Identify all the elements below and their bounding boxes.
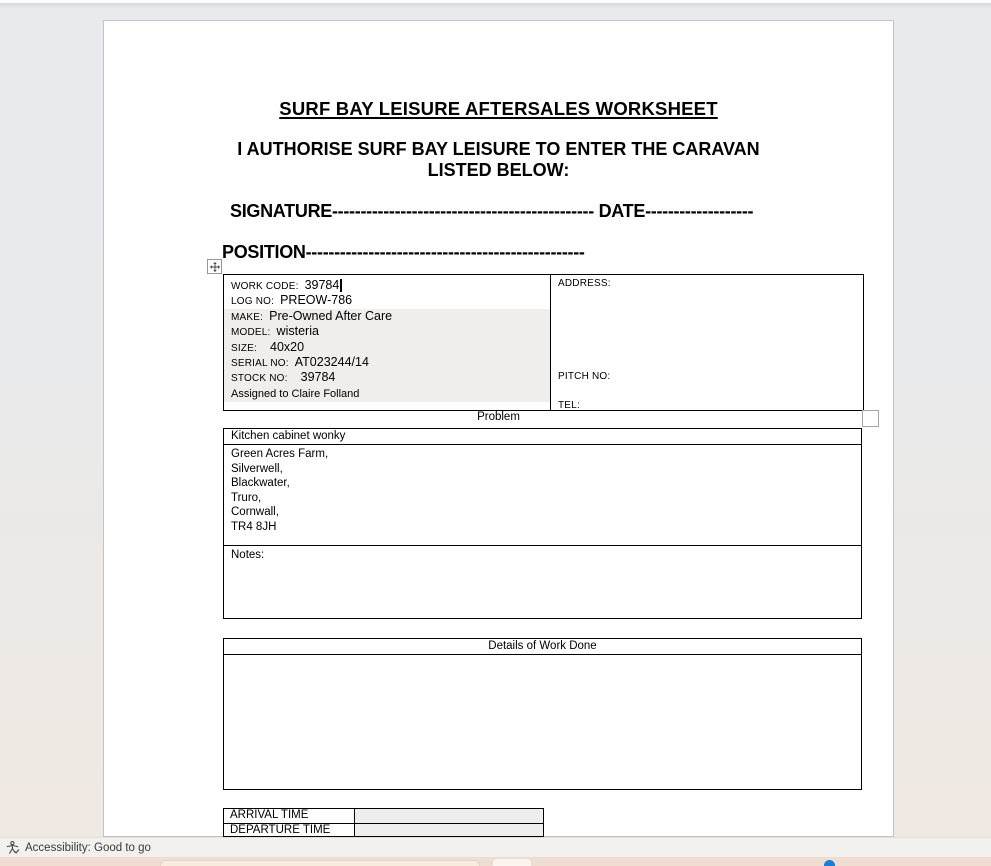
accessibility-checker-icon bbox=[6, 841, 20, 855]
field-make: MAKE: Pre-Owned After Care bbox=[231, 308, 393, 323]
problem-heading: Problem bbox=[477, 411, 520, 423]
field-work-code: WORK CODE: 39784 bbox=[224, 278, 550, 293]
pitch-no-label: PITCH NO: bbox=[558, 371, 611, 382]
arrival-time-cell[interactable] bbox=[355, 809, 543, 823]
address-line: Green Acres Farm, bbox=[231, 448, 329, 460]
customer-address-cell[interactable] bbox=[224, 445, 861, 546]
address-line: Silverwell, bbox=[231, 462, 283, 475]
times-table bbox=[223, 808, 544, 837]
field-serial-no: SERIAL NO: AT023244/14 bbox=[231, 354, 369, 369]
position-line: POSITION------------------------------------------------- bbox=[222, 242, 585, 262]
address-label: ADDRESS: bbox=[558, 278, 611, 289]
work-done-entry-cell[interactable] bbox=[224, 655, 861, 788]
caravan-details-table bbox=[223, 274, 864, 411]
field-size: SIZE: 40x20 bbox=[231, 339, 305, 354]
accessibility-status-text[interactable]: Accessibility: Good to go bbox=[25, 841, 151, 854]
address-line: Truro, bbox=[231, 491, 262, 504]
arrival-time-label: ARRIVAL TIME bbox=[224, 809, 355, 823]
assigned-note: Assigned to Claire Folland bbox=[231, 387, 360, 400]
problem-table bbox=[223, 428, 862, 619]
table-row bbox=[224, 809, 543, 823]
problem-description-cell[interactable]: Kitchen cabinet wonky bbox=[224, 429, 861, 445]
document-page[interactable] bbox=[103, 20, 894, 837]
signature-date-line: SIGNATURE---------------------------------------------- DATE------------------- bbox=[230, 201, 754, 221]
caravan-details-cell[interactable] bbox=[224, 275, 551, 410]
departure-time-cell[interactable] bbox=[355, 824, 543, 837]
notes-cell[interactable]: Notes: bbox=[231, 549, 265, 561]
authorisation-line-2: LISTED BELOW: bbox=[427, 160, 570, 180]
table-move-handle[interactable] bbox=[207, 259, 222, 274]
field-log-no: LOG NO: PREOW-786 bbox=[231, 293, 353, 308]
windows-taskbar bbox=[0, 857, 991, 866]
field-model: MODEL: wisteria bbox=[231, 324, 319, 339]
taskbar-app-icon[interactable] bbox=[824, 860, 835, 866]
ribbon-shadow bbox=[0, 3, 991, 9]
shaded-field-block bbox=[224, 309, 550, 402]
authorisation-text bbox=[104, 139, 893, 181]
move-icon bbox=[210, 262, 220, 272]
table-row bbox=[224, 823, 543, 837]
address-cell[interactable] bbox=[551, 275, 863, 410]
taskbar-widget[interactable] bbox=[493, 859, 531, 866]
worksheet-title: SURF BAY LEISURE AFTERSALES WORKSHEET bbox=[279, 98, 718, 119]
field-stock-no: STOCK NO: 39784 bbox=[231, 370, 336, 385]
authorisation-line-1: I AUTHORISE SURF BAY LEISURE TO ENTER THE CARAVAN bbox=[237, 139, 760, 159]
text-cursor bbox=[340, 279, 342, 292]
work-done-heading: Details of Work Done bbox=[224, 639, 861, 655]
taskbar-search-box[interactable] bbox=[160, 860, 480, 866]
status-bar bbox=[0, 837, 991, 857]
table-resize-handle[interactable] bbox=[862, 410, 879, 427]
address-line: Cornwall, bbox=[231, 506, 279, 519]
address-line: TR4 8JH bbox=[231, 520, 277, 533]
tel-label: TEL: bbox=[558, 400, 580, 411]
work-done-table bbox=[223, 638, 862, 790]
departure-time-label: DEPARTURE TIME bbox=[224, 824, 355, 837]
address-line: Blackwater, bbox=[231, 477, 290, 490]
